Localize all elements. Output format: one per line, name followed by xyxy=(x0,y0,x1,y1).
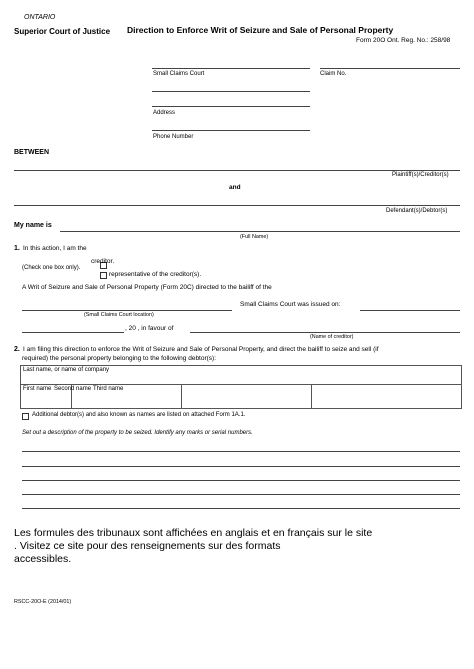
french-notice-line-2[interactable]: . Visitez ce site pour des renseignements sur des formats xyxy=(14,540,281,552)
property-description-line-4[interactable] xyxy=(22,494,460,495)
claim-number-field[interactable] xyxy=(320,68,460,69)
small-claims-court-label: Small Claims Court xyxy=(153,71,205,77)
small-claims-court-field[interactable] xyxy=(152,68,310,69)
address-field-1[interactable] xyxy=(152,91,310,92)
form-number: Form 20O Ont. Reg. No.: 258/98 xyxy=(356,37,451,44)
debtor-table xyxy=(20,365,462,409)
court-name: Superior Court of Justice xyxy=(14,27,111,36)
issue-day-field[interactable] xyxy=(22,332,124,333)
court-location-field[interactable] xyxy=(22,310,232,311)
section-2-text-2: required) the personal property belonging to the following debtor(s): xyxy=(22,355,217,362)
second-name-label: Second name xyxy=(54,386,92,392)
plaintiff-field[interactable] xyxy=(14,170,460,171)
address-label: Address xyxy=(153,110,176,116)
representative-checkbox[interactable] xyxy=(100,272,107,279)
section-2-number: 2. xyxy=(14,346,20,353)
french-notice-line-3: accessibles. xyxy=(14,553,72,565)
first-name-input[interactable] xyxy=(21,393,71,407)
year-favour-text: , 20 , in favour of xyxy=(125,325,174,332)
claim-number-label: Claim No. xyxy=(320,71,347,77)
issued-on-text: Small Claims Court was issued on: xyxy=(240,301,341,308)
property-description-line-5[interactable] xyxy=(22,508,460,509)
creditor-name-label: (Name of creditor) xyxy=(310,334,354,340)
defendant-field[interactable] xyxy=(14,205,460,206)
defendant-label: Defendant(s)/Debtor(s) xyxy=(386,208,448,214)
phone-label: Phone Number xyxy=(153,134,194,140)
plaintiff-label: Plaintiff(s)/Creditor(s) xyxy=(392,172,449,178)
last-name-label: Last name, or name of company xyxy=(23,367,110,373)
and-label: and xyxy=(229,184,241,191)
check-one-label: (Check one box only). xyxy=(22,265,81,271)
full-name-field[interactable] xyxy=(60,231,460,232)
property-description-line-1[interactable] xyxy=(22,451,460,452)
form-title: Direction to Enforce Writ of Seizure and Sale of Personal Property xyxy=(127,25,394,35)
my-name-label: My name is xyxy=(14,222,52,229)
phone-field[interactable] xyxy=(152,130,310,131)
last-name-input[interactable] xyxy=(71,374,461,384)
third-name-label: Third name xyxy=(93,386,124,392)
second-name-input[interactable] xyxy=(72,385,181,407)
province-label: ONTARIO xyxy=(24,14,56,21)
address-field-2[interactable] xyxy=(152,106,310,107)
property-description-line-3[interactable] xyxy=(22,480,460,481)
section-1-number: 1. xyxy=(14,245,20,252)
full-name-label: (Full Name) xyxy=(240,234,269,240)
court-location-label: (Small Claims Court location) xyxy=(84,312,154,318)
creditor-name-field[interactable] xyxy=(190,332,460,333)
debtor-extra-input[interactable] xyxy=(312,385,461,407)
creditor-label: creditor. xyxy=(91,258,115,265)
writ-text: A Writ of Seizure and Sale of Personal Property (Form 20C) directed to the bailiff of the xyxy=(22,284,272,291)
property-description-instructions: Set out a description of the property to be seized. Identify any marks or serial numbers. xyxy=(22,430,253,436)
between-label: BETWEEN xyxy=(14,149,49,156)
issue-date-field[interactable] xyxy=(360,310,460,311)
representative-label: representative of the creditor(s). xyxy=(109,271,202,278)
property-description-line-2[interactable] xyxy=(22,466,460,467)
section-1-intro: In this action, I am the xyxy=(23,245,87,252)
section-2-text-1: I am filing this direction to enforce the Writ of Seizure and Sale of Personal Property, and direct the bailiff to seize and sell (if xyxy=(23,346,379,353)
french-notice-line-1: Les formules des tribunaux sont affichées en anglais et en français sur le site xyxy=(14,527,373,539)
additional-debtors-label: Additional debtor(s) and also known as names are listed on attached Form 1A.1. xyxy=(32,412,246,418)
first-name-label: First name xyxy=(23,386,52,392)
additional-debtors-checkbox[interactable] xyxy=(22,413,29,420)
third-name-input[interactable] xyxy=(182,385,311,407)
form-code: RSCC-20O-E (2014/01) xyxy=(14,599,72,605)
